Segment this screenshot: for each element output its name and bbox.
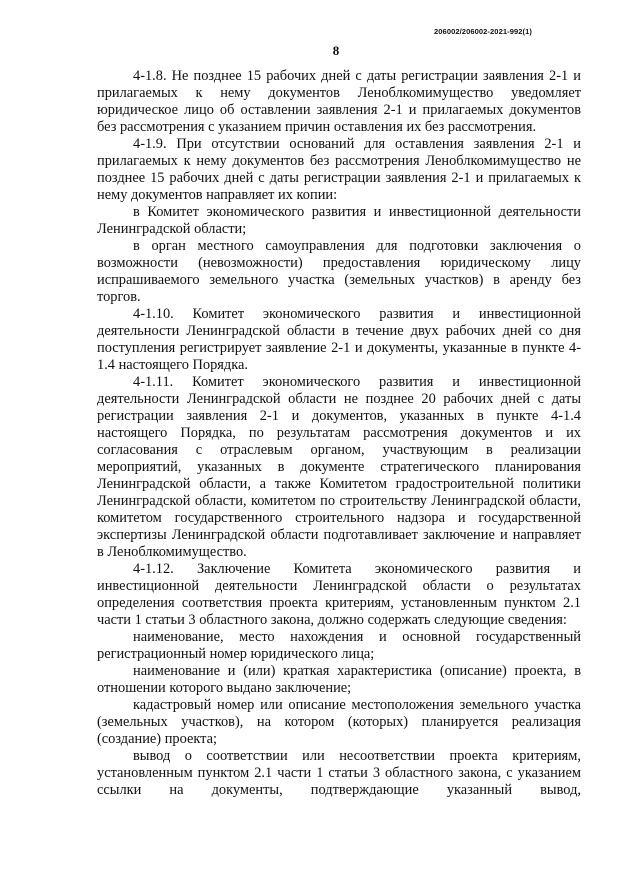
paragraph-4-1-12: 4-1.12. Заключение Комитета экономического развития и инвестиционной деятельности Ленинградской области о результатах определения соответствия проекта критериям, установленным пунктом 2.1 части 1 статьи 3 областного закона, должно содержать следующие сведения: (97, 561, 581, 628)
paragraph-recipient-local-government: в орган местного самоуправления для подготовки заключения о возможности (невозможности) предоставления юридическому лицу испрашиваемого земельного участка (земельных участков) в аренду без торгов. (97, 238, 581, 305)
paragraph-recipient-committee: в Комитет экономического развития и инвестиционной деятельности Ленинградской области; (97, 204, 581, 237)
paragraph-4-1-11: 4-1.11. Комитет экономического развития и инвестиционной деятельности Ленинградской области не позднее 20 рабочих дней с даты регистрации заявления 2-1 и документов, указанных в пункте 4-1.4 настоящего Порядка, по результатам рассмотрения документов и их согласования с отраслевым органом, участвующим в реализации мероприятий, указанных в документе стратегического планирования Ленинградской области, а также Комитетом градостроительной политики Ленинградской области, комитетом по строительству Ленинградской области, комитетом государственного строительного надзора и государственной экспертизы Ленинградской области подготавливает заключение и направляет в Леноблкомимущество. (97, 374, 581, 560)
paragraph-4-1-10: 4-1.10. Комитет экономического развития и инвестиционной деятельности Ленинградской области в течение двух рабочих дней со дня поступления регистрирует заявление 2-1 и документы, указанные в пункте 4-1.4 настоящего Порядка. (97, 306, 581, 373)
paragraph-info-project: наименование и (или) краткая характеристика (описание) проекта, в отношении которого выдано заключение; (97, 663, 581, 696)
paragraph-4-1-8: 4-1.8. Не позднее 15 рабочих дней с даты регистрации заявления 2-1 и прилагаемых к нему документов Леноблкомимущество уведомляет юридическое лицо об оставлении заявления 2-1 и прилагаемых документов без рассмотрения с указанием причин оставления их без рассмотрения. (97, 68, 581, 135)
document-body (97, 68, 581, 799)
paragraph-info-cadastral: кадастровый номер или описание местоположения земельного участка (земельных участков), на котором (которых) планируется реализация (создание) проекта; (97, 697, 581, 747)
paragraph-info-conclusion: вывод о соответствии или несоответствии проекта критериям, установленным пунктом 2.1 части 1 статьи 3 областного закона, с указанием ссылки на документы, подтверждающие указанный вывод, (97, 748, 581, 798)
paragraph-info-name: наименование, место нахождения и основной государственный регистрационный номер юридического лица; (97, 629, 581, 662)
document-code: 206002/206002-2021-992(1) (434, 27, 532, 36)
page-number: 8 (332, 43, 340, 58)
paragraph-4-1-9: 4-1.9. При отсутствии оснований для оставления заявления 2-1 и прилагаемых к нему документов без рассмотрения Леноблкомимущество не позднее 15 рабочих дней с даты регистрации заявления 2-1 и прилагаемых к нему документов направляет их копии: (97, 136, 581, 203)
